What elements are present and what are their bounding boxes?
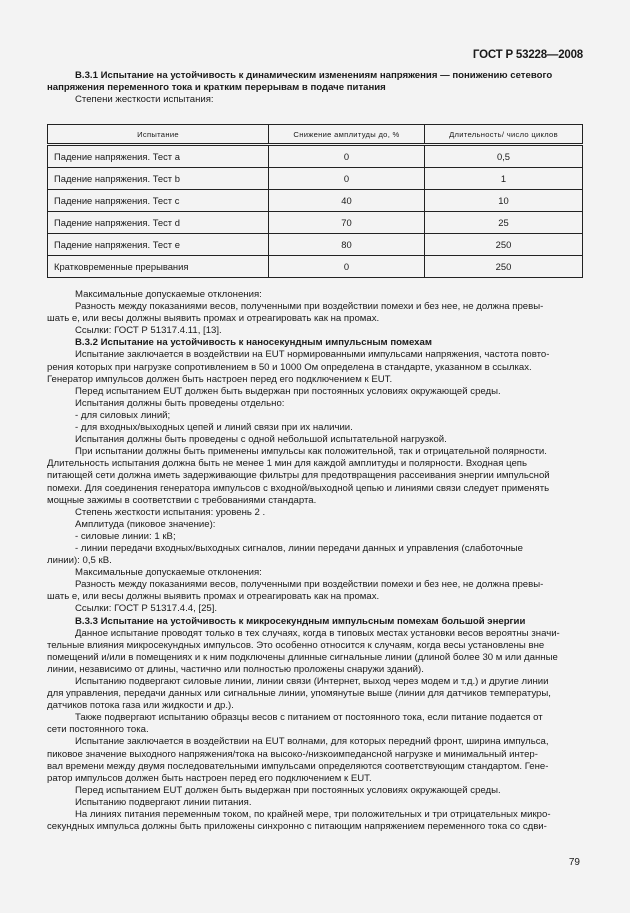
text-line: Испытанию подвергают линии питания. [75, 796, 252, 808]
table-cell: 70 [269, 212, 425, 234]
text-line: датчиков потока газа или жидкости и др.). [47, 700, 234, 712]
table-row [48, 190, 583, 212]
table-header-row [48, 125, 583, 145]
table-row [48, 212, 583, 234]
text-line: ратор импульсов должен быть настроен перед его подключением к EUT. [47, 772, 372, 784]
section-heading: В.3.3 Испытание на устойчивость к микросекундным импульсным помехам большой энергии [75, 615, 526, 627]
table-cell: 40 [269, 190, 425, 212]
text-line: линии): 0,5 кВ. [47, 555, 112, 567]
text-line: Перед испытанием EUT должен быть выдержан при постоянных условиях окружающей среды. [75, 385, 501, 397]
text-line: секундных импульса должны быть приложены синхронно с питающим напряжением переменного тока со сдви- [47, 821, 547, 833]
text-line: Разность между показаниями весов, полученными при воздействии помехи и без нее, не должна превы- [75, 301, 544, 313]
text-line: шать e, или весы должны выявить промах и отреагировать как на промах. [47, 313, 380, 325]
text-line: Максимальные допускаемые отклонения: [75, 289, 262, 300]
page-number: 79 [568, 857, 580, 868]
table-row [48, 168, 583, 190]
text-line: вал времени между двумя последовательными импульсами определяются соответствующим стандартом. Гене- [47, 760, 549, 772]
text-line: Генератор импульсов должен быть настроен перед его подключением к EUT. [47, 373, 393, 385]
column-header: Снижение амплитуды до, % [269, 125, 425, 145]
text-line: Ссылки: ГОСТ Р 51317.4.4, [25]. [75, 603, 218, 615]
table-cell: 10 [425, 190, 583, 212]
text-line: - линии передачи входных/выходных сигналов, линии передачи данных и управления (слаботочные [75, 542, 523, 554]
table-cell: Падение напряжения. Тест d [48, 212, 269, 234]
text-line: помехи. Для соединения генератора импульсов с входной/выходной цепью и линиями связи следует применять [47, 482, 550, 494]
text-line: шать e, или весы должны выявить промах и отреагировать как на промах. [47, 591, 380, 603]
table-cell: 250 [425, 256, 583, 278]
table-cell: Падение напряжения. Тест c [48, 190, 269, 212]
table-cell: 80 [269, 234, 425, 256]
section-heading-line: напряжения переменного тока и кратким перерывам в подаче питания [47, 82, 386, 94]
column-header: Длительность/ число циклов [425, 125, 583, 145]
table-cell: 1 [425, 168, 583, 190]
text-line: На линиях питания переменным током, по крайней мере, три положительных и три отрицательных микро- [75, 809, 551, 821]
text-line: Длительность испытания должна быть не менее 1 мин для каждой амплитуды и полярности. Входная цепь [47, 458, 527, 470]
document-body [47, 289, 583, 833]
text-line: Максимальные допускаемые отклонения: [75, 567, 262, 579]
text-line: Перед испытанием EUT должен быть выдержан при постоянных условиях окружающей среды. [75, 784, 501, 796]
text-line: сети постоянного тока. [47, 724, 149, 736]
table-row [48, 256, 583, 278]
table-cell: 0,5 [425, 145, 583, 168]
table-cell: Падение напряжения. Тест b [48, 168, 269, 190]
section-heading-line: В.3.1 Испытание на устойчивость к динамическим изменениям напряжения — понижению сетевого [75, 70, 553, 81]
table-cell: 25 [425, 212, 583, 234]
text-line: Испытанию подвергают силовые линии, линии связи (Интернет, выход через модем и т.д.) и другие линии [75, 676, 549, 687]
text-line: Амплитуда (пиковое значение): [75, 518, 216, 530]
text-line: мощные зажимы в соответствии с требованиями стандарта. [47, 494, 317, 506]
table-cell: 0 [269, 256, 425, 278]
table-row [48, 145, 583, 168]
text-line: Также подвергают испытанию образцы весов с питанием от постоянного тока, если питание подается от [75, 712, 543, 724]
text-line: помещений и/или в помещениях и к ним подключены длинные сигнальные линии (длиной более 30 м или данные [47, 651, 558, 663]
text-line: Испытание заключается в воздействии на EUT волнами, для которых передний фронт, ширина импульса, [75, 736, 549, 748]
text-line: пиковое значение выходного напряжения/тока на высоко-/низкоимпедансной нагрузке и минимальный интер- [47, 748, 538, 760]
table-cell: 250 [425, 234, 583, 256]
table-cell: Кратковременные прерывания [48, 256, 269, 278]
severity-table [47, 124, 583, 278]
text-line: - силовые линии: 1 кВ; [75, 530, 176, 542]
text-line: Ссылки: ГОСТ Р 51317.4.11, [13]. [75, 325, 222, 337]
text-line: линии, независимо от длины, частично или полностью проложены снаружи зданий). [47, 663, 424, 675]
paragraph: Степени жесткости испытания: [75, 94, 214, 106]
section-heading: В.3.2 Испытание на устойчивость к наносекундным импульсным помехам [75, 337, 432, 349]
text-line: Разность между показаниями весов, полученными при воздействии помехи и без нее, не должна превы- [75, 579, 544, 591]
text-line: Испытания должны быть проведены отдельно: [75, 397, 285, 409]
text-line: - для силовых линий; [75, 409, 171, 421]
table-cell: Падение напряжения. Тест a [48, 145, 269, 168]
text-line: рения которых при нагрузке сопротивлением в 50 и 1000 Ом определена в стандарте, указанном в ссылках. [47, 361, 532, 373]
text-line: При испытании должны быть применены импульсы как положительной, так и отрицательной полярности. [75, 446, 547, 458]
text-line: Испытание заключается в воздействии на EUT нормированными импульсами напряжения, частота повто- [75, 349, 550, 361]
table-cell: Падение напряжения. Тест e [48, 234, 269, 256]
text-line: для управления, передачи данных или сигнальные линии, упомянутые выше (линии для датчиков температуры, [47, 688, 551, 700]
text-line: тельные влияния микросекундных импульсов. Это особенно относится к случаям, когда весы установлены вне [47, 639, 545, 651]
table-cell: 0 [269, 145, 425, 168]
text-line: Степень жесткости испытания: уровень 2 . [75, 506, 266, 518]
text-line: - для входных/выходных цепей и линий связи при их наличии. [75, 422, 353, 434]
text-line: Испытания должны быть проведены с одной небольшой испытательной нагрузкой. [75, 434, 447, 446]
table-row [48, 234, 583, 256]
text-line: питающей сети должна иметь задерживающие фильтры для предотвращения рассеивания энергии импульсной [47, 470, 550, 482]
document-id: ГОСТ Р 53228—2008 [472, 49, 583, 61]
table-cell: 0 [269, 168, 425, 190]
column-header: Испытание [48, 125, 269, 145]
text-line: Данное испытание проводят только в тех случаях, когда в типовых местах установки весов вероятны значи- [75, 627, 560, 639]
section-b31-heading [47, 70, 583, 106]
